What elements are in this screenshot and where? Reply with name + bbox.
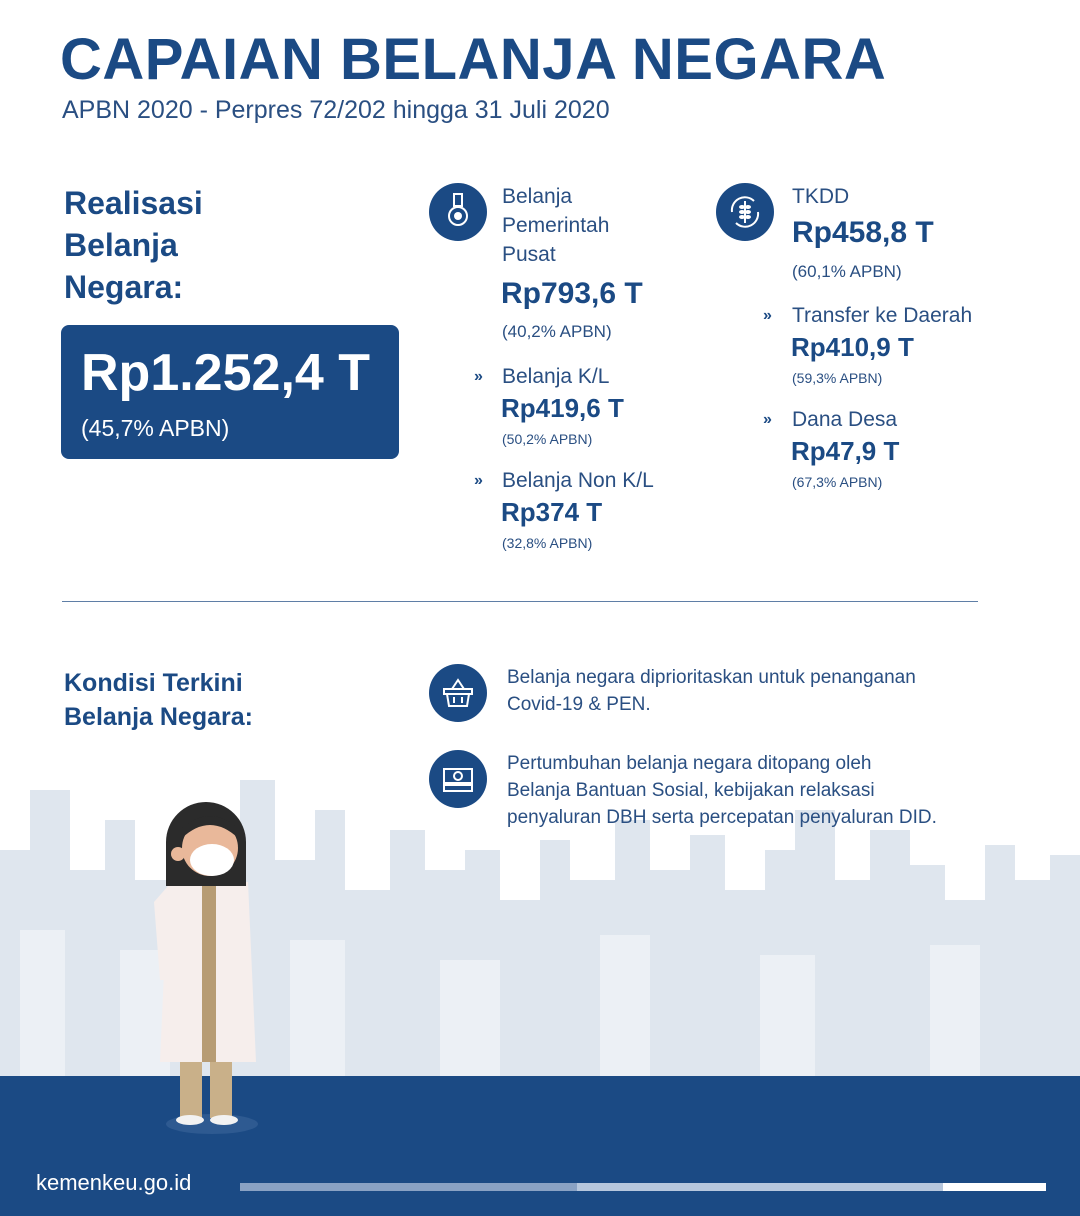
page-title: CAPAIAN BELANJA NEGARA <box>60 27 887 92</box>
dana-desa-label: Dana Desa <box>792 408 898 431</box>
tkdd-label: TKDD <box>792 185 850 208</box>
footer-url-link[interactable]: kemenkeu.go.id <box>36 1170 192 1195</box>
footer-bar-end <box>943 1183 1046 1191</box>
masked-person-illustration <box>140 790 280 1140</box>
dana-desa-pct: (67,3% APBN) <box>792 474 883 490</box>
page-subtitle: APBN 2020 - Perpres 72/202 hingga 31 Juli 2020 <box>62 96 610 124</box>
kondisi-label: Kondisi Terkini Belanja Negara: <box>64 669 253 731</box>
total-realisasi-box <box>61 325 399 459</box>
tkdd-pct: (60,1% APBN) <box>792 262 902 281</box>
transfer-daerah-pct: (59,3% APBN) <box>792 370 883 386</box>
belanja-kl-value: Rp419,6 T <box>501 393 624 423</box>
dana-desa-value: Rp47,9 T <box>791 436 900 466</box>
total-pct: (45,7% APBN) <box>81 415 230 441</box>
footer-bar-segment <box>577 1183 943 1191</box>
kondisi-point-1: Belanja negara diprioritaskan untuk penanganan Covid-19 & PEN. <box>507 667 916 715</box>
belanja-nonkl-value: Rp374 T <box>501 497 603 527</box>
belanja-nonkl-pct: (32,8% APBN) <box>502 535 593 551</box>
bpp-value: Rp793,6 T <box>501 277 643 310</box>
chevron-right-icon: » <box>474 472 483 489</box>
belanja-kl-label: Belanja K/L <box>502 365 610 388</box>
basket-icon <box>429 664 487 722</box>
chevron-right-icon: » <box>763 411 772 428</box>
bpp-label: Belanja Pemerintah Pusat <box>502 185 610 266</box>
belanja-kl-pct: (50,2% APBN) <box>502 431 593 447</box>
chevron-right-icon: » <box>763 307 772 324</box>
tkdd-value: Rp458,8 T <box>792 216 934 249</box>
transfer-daerah-label: Transfer ke Daerah <box>792 304 973 327</box>
total-value: Rp1.252,4 T <box>81 344 371 402</box>
kondisi-point-2: Pertumbuhan belanja negara ditopang oleh Belanja Bantuan Sosial, kebijakan relaksasi penyaluran DBH serta percepatan penyaluran DID. <box>507 753 937 828</box>
money-icon <box>429 750 487 808</box>
medal-icon <box>429 183 487 241</box>
section-divider <box>62 601 978 602</box>
realisasi-label: Realisasi Belanja Negara: <box>64 185 203 305</box>
chevron-right-icon: » <box>474 368 483 385</box>
bpp-pct: (40,2% APBN) <box>502 322 612 341</box>
belanja-nonkl-label: Belanja Non K/L <box>502 469 654 492</box>
transfer-daerah-value: Rp410,9 T <box>791 332 914 362</box>
wheat-cycle-icon <box>716 183 774 241</box>
